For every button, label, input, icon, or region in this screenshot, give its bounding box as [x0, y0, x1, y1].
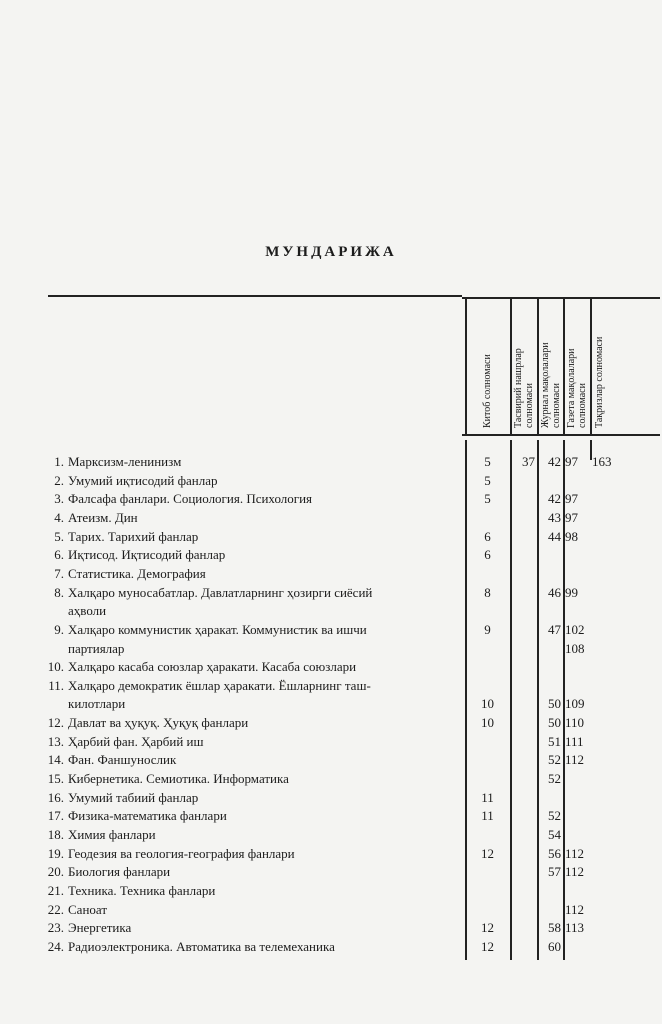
- entry-number: 16.: [47, 789, 64, 805]
- table-row: [0, 490, 662, 508]
- page-number: 57: [548, 864, 561, 880]
- entry-title: Халқаро муносабатлар. Давлатларнинг ҳозирги сиёсий: [68, 584, 373, 600]
- entry-title: Тарих. Тарихий фанлар: [68, 528, 199, 544]
- page-number: 97: [565, 509, 578, 525]
- entry-number: 18.: [47, 827, 64, 842]
- page-number: 11: [481, 789, 494, 805]
- entry-number: 21.: [47, 882, 64, 898]
- page-number: 112: [565, 864, 585, 880]
- page-number: 112: [565, 845, 585, 861]
- table-row: [0, 863, 662, 881]
- entry-title: Халқаро касаба союзлар ҳаракати. Касаба союзлари: [68, 659, 357, 675]
- entry-title: аҳволи: [68, 603, 107, 619]
- column-rule: [537, 298, 539, 434]
- table-row: [0, 565, 662, 583]
- page-number: 108: [565, 640, 585, 656]
- page-number: 12: [481, 938, 494, 954]
- table-row: [0, 584, 662, 602]
- page-number: 52: [548, 808, 561, 824]
- table-row: [0, 621, 662, 639]
- page-title: МУНДАРИЖА: [265, 244, 397, 260]
- page-number: 10: [481, 715, 494, 731]
- entry-number: 19.: [47, 845, 64, 861]
- page-number: 50: [548, 696, 561, 712]
- page-number: 97: [565, 454, 578, 469]
- page-number: 98: [565, 528, 578, 544]
- page-number: 113: [565, 920, 585, 936]
- table-row: [0, 528, 662, 546]
- page-number: 112: [565, 752, 585, 768]
- entry-title: Марксизм-ленинизм: [68, 454, 182, 469]
- page-number: 6: [484, 528, 491, 544]
- page-number: 5: [484, 472, 491, 488]
- table-row: [0, 733, 662, 751]
- table-row: [0, 472, 662, 490]
- table-row: [0, 453, 662, 471]
- entry-title: Атеизм. Дин: [68, 509, 138, 525]
- entry-number: 12.: [47, 715, 64, 731]
- page-number: 46: [548, 584, 561, 600]
- page-number: 5: [484, 454, 491, 469]
- column-rule: [563, 298, 565, 434]
- page-number: 12: [481, 920, 494, 936]
- entry-number: 1.: [54, 454, 64, 469]
- entry-title: Физика-математика фанлари: [68, 808, 227, 824]
- table-row: [0, 714, 662, 732]
- page-number: 11: [481, 808, 494, 824]
- entry-title: Фан. Фаншунослик: [68, 752, 177, 768]
- entry-title: Фалсафа фанлари. Социология. Психология: [68, 491, 313, 507]
- page-number: 50: [548, 715, 561, 731]
- entry-title: Умумий табиий фанлар: [68, 789, 199, 805]
- page-number: 6: [484, 547, 491, 563]
- page-number: 54: [548, 827, 561, 842]
- entry-title: Халқаро коммунистик ҳаракат. Коммунистик ва ишчи: [68, 621, 367, 637]
- entry-number: 14.: [47, 752, 64, 768]
- page-number: 52: [548, 752, 561, 768]
- entry-title: Биология фанлари: [68, 864, 171, 880]
- page-number: 99: [565, 584, 578, 600]
- column-rule: [465, 298, 467, 434]
- table-row: [0, 901, 662, 919]
- table-row: [0, 751, 662, 769]
- page-number: 43: [548, 509, 561, 525]
- column-header: Газета мақолалари солномаси: [566, 348, 588, 428]
- entry-number: 20.: [47, 864, 64, 880]
- page-number: 8: [484, 584, 491, 600]
- entry-number: 15.: [47, 771, 64, 787]
- entry-number: 5.: [54, 528, 64, 544]
- page-number: 42: [548, 454, 561, 469]
- header-top-rule: [462, 297, 660, 299]
- column-header: Журнал мақолалари солномаси: [540, 342, 562, 428]
- page-number: 112: [565, 901, 585, 917]
- table-row: [0, 640, 662, 658]
- entry-title: Техника. Техника фанлари: [68, 882, 216, 898]
- page-number: 97: [565, 491, 578, 507]
- page-number: 5: [484, 491, 491, 507]
- entry-number: 9.: [54, 621, 64, 637]
- page-number: 111: [565, 733, 584, 749]
- entry-number: 10.: [47, 659, 64, 675]
- header-bottom-rule: [462, 434, 660, 436]
- entry-number: 24.: [47, 938, 64, 954]
- entry-number: 8.: [54, 584, 64, 600]
- table-row: [0, 789, 662, 807]
- entry-number: 3.: [54, 491, 64, 507]
- entry-number: 22.: [47, 901, 64, 917]
- entry-title: Умумий иқтисодий фанлар: [68, 472, 218, 488]
- entry-number: 23.: [47, 920, 64, 936]
- entry-title: Халқаро демократик ёшлар ҳаракати. Ёшларнинг таш-: [68, 677, 371, 693]
- table-row: [0, 546, 662, 564]
- page-number: 56: [548, 845, 561, 861]
- page-number: 52: [548, 771, 561, 787]
- table-row: [0, 938, 662, 956]
- entry-title: Радиоэлектроника. Автоматика ва телемеханика: [68, 938, 335, 954]
- table-row: [0, 770, 662, 788]
- page-number: 58: [548, 920, 561, 936]
- table-row: [0, 919, 662, 937]
- page-number: 44: [548, 528, 561, 544]
- table-row: [0, 658, 662, 676]
- entry-number: 7.: [54, 565, 64, 581]
- entry-title: Статистика. Демография: [68, 565, 206, 581]
- entry-number: 6.: [54, 547, 64, 563]
- column-header: Тасвирий нашрлар солномаси: [513, 348, 535, 428]
- table-row: [0, 602, 662, 620]
- page-number: 51: [548, 733, 561, 749]
- entry-title: Геодезия ва геология-география фанлари: [68, 845, 295, 861]
- table-row: [0, 826, 662, 844]
- entry-number: 2.: [54, 472, 64, 488]
- page-number: 47: [548, 621, 561, 637]
- entry-title: Кибернетика. Семиотика. Информатика: [68, 771, 289, 787]
- page-number: 37: [522, 454, 535, 469]
- entry-number: 17.: [47, 808, 64, 824]
- page-number: 102: [565, 621, 585, 637]
- entry-title: Энергетика: [68, 920, 132, 936]
- table-row: [0, 695, 662, 713]
- table-row: [0, 845, 662, 863]
- column-header: Китоб солномаси: [482, 354, 493, 428]
- page-number: 12: [481, 845, 494, 861]
- table-row: [0, 807, 662, 825]
- page-number: 110: [565, 715, 585, 731]
- entry-number: 4.: [54, 509, 64, 525]
- table-row: [0, 882, 662, 900]
- column-rule: [510, 298, 512, 434]
- table-top-rule: [48, 295, 462, 297]
- column-header: Тақризлар солномаси: [594, 336, 605, 428]
- entry-title: Давлат ва ҳуқуқ. Ҳуқуқ фанлари: [68, 715, 249, 731]
- entry-title: партиялар: [68, 640, 125, 656]
- entry-title: килотлари: [68, 696, 126, 712]
- entry-title: Ҳарбий фан. Ҳарбий иш: [68, 733, 204, 749]
- page-number: 60: [548, 938, 561, 954]
- entry-title: Химия фанлари: [68, 827, 156, 842]
- page-number: 42: [548, 491, 561, 507]
- page-number: 10: [481, 696, 494, 712]
- entry-number: 11.: [48, 677, 64, 693]
- column-rule: [590, 298, 592, 434]
- entry-title: Саноат: [68, 901, 108, 917]
- entry-number: 13.: [47, 733, 64, 749]
- table-row: [0, 677, 662, 695]
- table-row: [0, 509, 662, 527]
- page-number: 163: [592, 454, 612, 469]
- entry-title: Иқтисод. Иқтисодий фанлар: [68, 547, 226, 563]
- page-number: 109: [565, 696, 585, 712]
- page-number: 9: [484, 621, 491, 637]
